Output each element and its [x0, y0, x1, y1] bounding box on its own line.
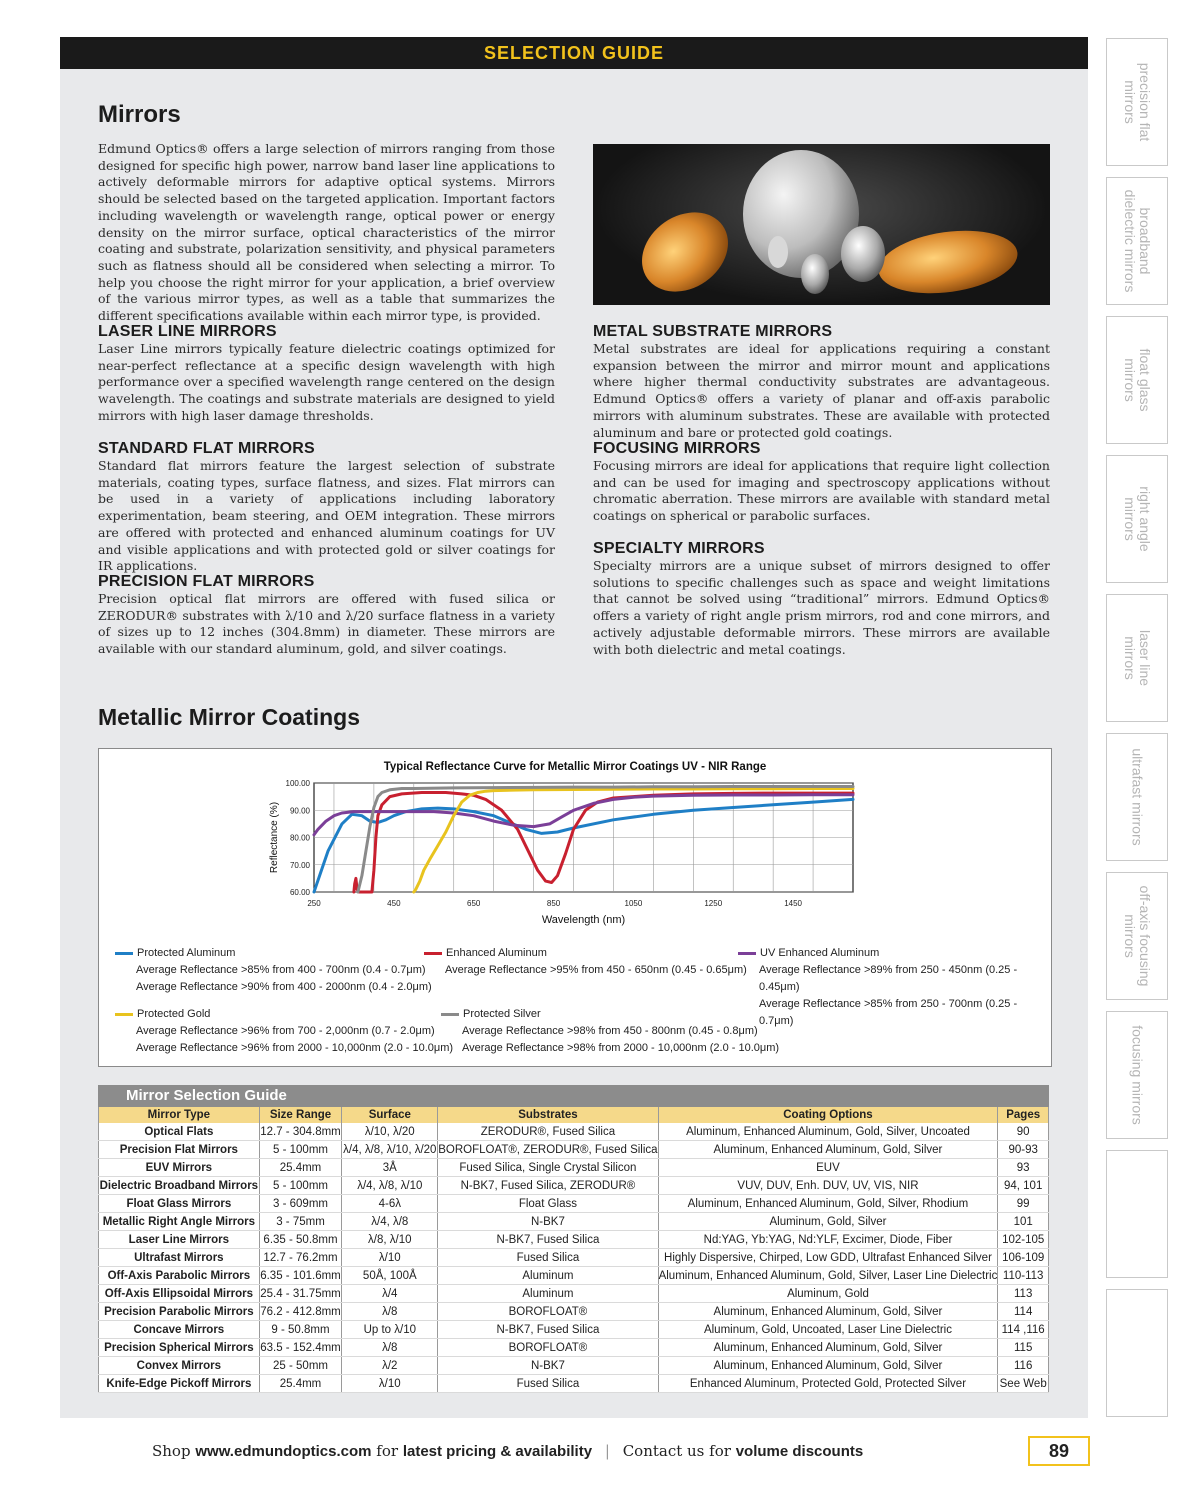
legend-line: Average Reflectance >90% from 400 - 2000nm (0.4 - 2.0μm)	[136, 981, 432, 993]
table-cell: 6.35 - 50.8mm	[259, 1231, 342, 1249]
table-cell: Aluminum	[438, 1267, 658, 1285]
table-row	[99, 1267, 1049, 1285]
legend-swatch	[441, 1013, 459, 1016]
table-cell: Aluminum, Enhanced Aluminum, Gold, Silver, Rhodium	[658, 1195, 998, 1213]
table-row	[99, 1339, 1049, 1357]
table-cell: Aluminum, Gold, Silver	[658, 1213, 998, 1231]
table-cell: λ/4	[342, 1285, 438, 1303]
specialty-section	[593, 539, 1050, 658]
table-row	[99, 1303, 1049, 1321]
table-cell: 25.4 - 31.75mm	[259, 1285, 342, 1303]
table-cell: 5 - 100mm	[259, 1141, 342, 1159]
table-row	[99, 1321, 1049, 1339]
x-tick-label: 1450	[784, 899, 803, 908]
table-row	[99, 1177, 1049, 1195]
table-cell: λ/8, λ/10	[342, 1231, 438, 1249]
y-axis-label: Reflectance (%)	[269, 801, 280, 874]
legend-line: Average Reflectance >85% from 400 - 700nm (0.4 - 0.7μm)	[136, 964, 426, 976]
table-cell: Fused Silica	[438, 1249, 658, 1267]
table-cell: Highly Dispersive, Chirped, Low GDD, Ultrafast Enhanced Silver	[658, 1249, 998, 1267]
specialty-title: SPECIALTY MIRRORS	[593, 540, 765, 557]
table-cell: Aluminum, Enhanced Aluminum, Gold, Silver, Laser Line Dielectric	[658, 1267, 998, 1285]
table-cell: λ/4, λ/8, λ/10, λ/20	[342, 1141, 438, 1159]
legend-line: Average Reflectance >98% from 2000 - 10,000nm (2.0 - 10.0μm)	[462, 1042, 780, 1054]
table-row	[99, 1123, 1049, 1141]
table-cell: Concave Mirrors	[99, 1321, 260, 1339]
table-cell: N-BK7	[438, 1213, 658, 1231]
legend-line: Average Reflectance >96% from 2000 - 10,000nm (2.0 - 10.0μm)	[136, 1042, 454, 1054]
table-cell: Precision Parabolic Mirrors	[99, 1303, 260, 1321]
table-cell: Off-Axis Ellipsoidal Mirrors	[99, 1285, 260, 1303]
table-cell: Ultrafast Mirrors	[99, 1249, 260, 1267]
standard-flat-section	[98, 439, 555, 575]
section-banner	[60, 37, 1088, 69]
y-tick-label: 70.00	[289, 860, 310, 870]
x-tick-label: 450	[387, 899, 401, 908]
table-cell: 9 - 50.8mm	[259, 1321, 342, 1339]
table-cell: See Web	[998, 1375, 1049, 1393]
side-tab-label: ultrafast mirrors	[1129, 748, 1146, 846]
table-cell: Laser Line Mirrors	[99, 1231, 260, 1249]
table-cell: 90-93	[998, 1141, 1049, 1159]
legend-name: Protected Gold	[137, 1008, 211, 1020]
side-tab[interactable]	[1106, 1150, 1168, 1278]
table-cell: λ/8	[342, 1339, 438, 1357]
legend-line: Average Reflectance >98% from 450 - 800nm (0.45 - 0.8μm)	[462, 1025, 758, 1037]
table-cell: Aluminum, Gold, Uncoated, Laser Line Dielectric	[658, 1321, 998, 1339]
side-tab-label: focusing mirrors	[1129, 1025, 1146, 1125]
footer-shop: Shop	[152, 1442, 191, 1460]
table-row	[99, 1213, 1049, 1231]
column-header: Size Range	[259, 1107, 342, 1123]
banner-title: SELECTION GUIDE	[483, 42, 664, 63]
selection-table	[98, 1107, 1049, 1393]
table-cell: 115	[998, 1339, 1049, 1357]
table-cell: 63.5 - 152.4mm	[259, 1339, 342, 1357]
reflectance-chart-box	[98, 748, 1052, 1067]
focusing-body: Focusing mirrors are ideal for applications that require light collection and can be used for imaging and spectroscopy applications without chromatic aberration. These mirrors are available with standard metal coatings on spherical or parabolic surfaces.	[593, 458, 1050, 524]
table-cell: Aluminum, Gold	[658, 1285, 998, 1303]
column-header: Substrates	[438, 1107, 658, 1123]
table-cell: 90	[998, 1123, 1049, 1141]
footer-url[interactable]: www.edmundoptics.com	[195, 1443, 372, 1460]
table-cell: λ/4, λ/8, λ/10	[342, 1177, 438, 1195]
table-cell: Float Glass	[438, 1195, 658, 1213]
table-cell: Nd:YAG, Yb:YAG, Nd:YLF, Excimer, Diode, Fiber	[658, 1231, 998, 1249]
legend-swatch	[115, 952, 133, 955]
laser-line-section	[98, 322, 555, 425]
chart-title: Typical Reflectance Curve for Metallic Mirror Coatings UV - NIR Range	[383, 761, 767, 773]
table-cell: Knife-Edge Pickoff Mirrors	[99, 1375, 260, 1393]
footer-pricing: latest pricing & availability	[402, 1443, 593, 1460]
column-header: Mirror Type	[99, 1107, 260, 1123]
table-cell: Aluminum	[438, 1285, 658, 1303]
mirrors-photo	[593, 144, 1050, 305]
side-tab-label: right angle mirrors	[1122, 486, 1153, 552]
table-cell: 76.2 - 412.8mm	[259, 1303, 342, 1321]
table-cell: ZERODUR®, Fused Silica	[438, 1123, 658, 1141]
legend-enhanced-aluminum	[424, 945, 747, 979]
table-cell: λ/10	[342, 1375, 438, 1393]
table-cell: 101	[998, 1213, 1049, 1231]
side-tab[interactable]	[1106, 316, 1168, 444]
side-tab-label: precision flat mirrors	[1122, 62, 1153, 142]
side-tab-label: off-axis focusing mirrors	[1122, 885, 1153, 987]
table-cell: λ/2	[342, 1357, 438, 1375]
mirrors-illustration	[593, 144, 1050, 305]
table-row	[99, 1141, 1049, 1159]
table-cell: λ/10	[342, 1249, 438, 1267]
legend-swatch	[424, 952, 442, 955]
footer-for: for	[376, 1442, 399, 1460]
coatings-heading: Metallic Mirror Coatings	[98, 704, 360, 730]
intro-section	[98, 141, 555, 325]
intro-text: Edmund Optics® offers a large selection of mirrors ranging from those designed for specific high power, narrow band laser line applications to actively deformable mirrors for adaptive optical systems. Mirrors should be selected based on the targeted application. Important factors including wavelength or wavelength range, optical power or energy density on the mirror surface, optical characteristics of the mirror coating and substrate, polarization sensitivity, and physical parameters such as flatness should all be considered when selecting a mirror. To help you choose the right mirror for your application, a brief overview of the various mirror types, as well as a table that summarizes the different specifications available within each mirror type, is provided.	[98, 141, 555, 324]
table-cell: 5 - 100mm	[259, 1177, 342, 1195]
legend-protected-silver	[441, 1006, 779, 1057]
table-cell: Aluminum, Enhanced Aluminum, Gold, Silver	[658, 1339, 998, 1357]
table-cell: Fused Silica	[438, 1375, 658, 1393]
table-cell: Aluminum, Enhanced Aluminum, Gold, Silver	[658, 1303, 998, 1321]
table-cell: 50Å, 100Å	[342, 1267, 438, 1285]
legend-line: Average Reflectance >89% from 250 - 450nm (0.25 - 0.45μm)	[759, 964, 1018, 993]
footer-contact: Contact us for	[622, 1442, 731, 1460]
table-row	[99, 1231, 1049, 1249]
table-cell: 102-105	[998, 1231, 1049, 1249]
table-cell: 3Å	[342, 1159, 438, 1177]
side-tab[interactable]	[1106, 1011, 1168, 1139]
table-cell: 94, 101	[998, 1177, 1049, 1195]
page-number: 89	[1028, 1436, 1090, 1466]
y-tick-label: 100.00	[285, 779, 310, 788]
table-cell: Off-Axis Parabolic Mirrors	[99, 1267, 260, 1285]
side-tab-label: broadband dielectric mirrors	[1122, 189, 1153, 293]
table-cell: 93	[998, 1159, 1049, 1177]
table-cell: 3 - 609mm	[259, 1195, 342, 1213]
table-cell: 116	[998, 1357, 1049, 1375]
table-cell: Metallic Right Angle Mirrors	[99, 1213, 260, 1231]
table-cell: BOROFLOAT®, ZERODUR®, Fused Silica	[438, 1141, 658, 1159]
side-tab[interactable]	[1106, 455, 1168, 583]
legend-protected-aluminum	[115, 945, 432, 996]
table-row	[99, 1357, 1049, 1375]
table-row	[99, 1249, 1049, 1267]
table-cell: N-BK7, Fused Silica	[438, 1321, 658, 1339]
table-cell: 110-113	[998, 1267, 1049, 1285]
table-cell: Convex Mirrors	[99, 1357, 260, 1375]
table-cell: N-BK7, Fused Silica, ZERODUR®	[438, 1177, 658, 1195]
table-cell: Enhanced Aluminum, Protected Gold, Protected Silver	[658, 1375, 998, 1393]
table-cell: BOROFLOAT®	[438, 1339, 658, 1357]
table-cell: EUV	[658, 1159, 998, 1177]
legend-name: Enhanced Aluminum	[446, 947, 547, 959]
x-tick-label: 1050	[624, 899, 643, 908]
legend-name: Protected Aluminum	[137, 947, 236, 959]
table-row	[99, 1159, 1049, 1177]
reflectance-chart	[99, 749, 1051, 929]
y-tick-label: 60.00	[289, 888, 310, 897]
table-header-row	[99, 1107, 1049, 1123]
metal-substrate-section	[593, 322, 1050, 441]
y-tick-label: 90.00	[289, 806, 310, 816]
table-cell: 114 ,116	[998, 1321, 1049, 1339]
precision-flat-body: Precision optical flat mirrors are offered with fused silica or ZERODUR® substrates with λ/10 and λ/20 surface flatness in a variety of sizes up to 12 inches (304.8mm) in diameter. These mirrors are available with our standard aluminum, gold, and silver coatings.	[98, 591, 555, 657]
table-cell: Optical Flats	[99, 1123, 260, 1141]
footer-volume: volume discounts	[735, 1443, 864, 1460]
mirrors-heading: Mirrors	[98, 101, 181, 128]
legend-line: Average Reflectance >96% from 700 - 2,000nm (0.7 - 2.0μm)	[136, 1025, 435, 1037]
table-cell: 114	[998, 1303, 1049, 1321]
legend-uv-enhanced-aluminum	[738, 945, 1051, 1030]
table-cell: Up to λ/10	[342, 1321, 438, 1339]
table-cell: λ/10, λ/20	[342, 1123, 438, 1141]
table-row	[99, 1375, 1049, 1393]
legend-swatch	[738, 952, 756, 955]
table-cell: 12.7 - 76.2mm	[259, 1249, 342, 1267]
precision-flat-title: PRECISION FLAT MIRRORS	[98, 573, 315, 590]
legend-swatch	[115, 1013, 133, 1016]
x-axis-label: Wavelength (nm)	[541, 914, 626, 926]
side-tab[interactable]	[1106, 1289, 1168, 1417]
table-cell: Precision Spherical Mirrors	[99, 1339, 260, 1357]
column-header: Surface	[342, 1107, 438, 1123]
side-tab-label: laser line mirrors	[1122, 629, 1153, 687]
table-cell: 113	[998, 1285, 1049, 1303]
table-cell: Aluminum, Enhanced Aluminum, Gold, Silver, Uncoated	[658, 1123, 998, 1141]
legend-line: Average Reflectance >95% from 450 - 650nm (0.45 - 0.65μm)	[445, 964, 747, 976]
table-cell: N-BK7	[438, 1357, 658, 1375]
table-cell: 12.7 - 304.8mm	[259, 1123, 342, 1141]
footer-divider: |	[604, 1442, 610, 1460]
y-tick-label: 80.00	[289, 833, 310, 843]
table-cell: 4-6λ	[342, 1195, 438, 1213]
metal-substrate-body: Metal substrates are ideal for applications requiring a constant expansion between the mirror and mirror mount and applications where higher thermal conductivity substrates are advantageous. Edmund Optics® offers a variety of planar and off-axis parabolic mirrors with aluminum substrates. These are available with protected aluminum and bare or protected gold coatings.	[593, 341, 1050, 440]
legend-name: UV Enhanced Aluminum	[760, 947, 880, 959]
side-tab[interactable]	[1106, 733, 1168, 861]
side-tab[interactable]	[1106, 38, 1168, 166]
x-tick-label: 850	[546, 899, 561, 908]
table-cell: λ/4, λ/8	[342, 1213, 438, 1231]
column-header: Pages	[998, 1107, 1049, 1123]
table-cell: 25.4mm	[259, 1375, 342, 1393]
table-cell: Fused Silica, Single Crystal Silicon	[438, 1159, 658, 1177]
standard-flat-body: Standard flat mirrors feature the largest selection of substrate materials, coating types, surface flatness, and sizes. Flat mirrors can be used in a variety of applications including laboratory experimentation, beam steering, and OEM integration. These mirrors are offered with protected and enhanced aluminum coatings for UV and visible applications and with protected gold or silver coatings for IR applications.	[98, 458, 555, 574]
x-tick-label: 650	[467, 899, 481, 908]
table-cell: Aluminum, Enhanced Aluminum, Gold, Silver	[658, 1141, 998, 1159]
table-body	[99, 1123, 1049, 1393]
x-tick-label: 1250	[704, 899, 723, 908]
focusing-section	[593, 439, 1050, 525]
legend-protected-gold	[115, 1006, 453, 1057]
legend-line: Average Reflectance >85% from 250 - 700nm (0.25 - 0.7μm)	[759, 998, 1018, 1027]
legend-name: Protected Silver	[463, 1008, 541, 1020]
table-row	[99, 1195, 1049, 1213]
table-cell: 25 - 50mm	[259, 1357, 342, 1375]
table-cell: 3 - 75mm	[259, 1213, 342, 1231]
side-tab-label: float glass mirrors	[1122, 348, 1153, 412]
table-cell: λ/8	[342, 1303, 438, 1321]
table-cell: Aluminum, Enhanced Aluminum, Gold, Silver	[658, 1357, 998, 1375]
column-header: Coating Options	[658, 1107, 998, 1123]
table-cell: BOROFLOAT®	[438, 1303, 658, 1321]
table-cell: N-BK7, Fused Silica	[438, 1231, 658, 1249]
focusing-title: FOCUSING MIRRORS	[593, 440, 761, 457]
table-cell: Dielectric Broadband Mirrors	[99, 1177, 260, 1195]
table-cell: EUV Mirrors	[99, 1159, 260, 1177]
laser-line-title: LASER LINE MIRRORS	[98, 323, 277, 340]
table-cell: 25.4mm	[259, 1159, 342, 1177]
x-tick-label: 250	[307, 899, 321, 908]
table-cell: VUV, DUV, Enh. DUV, UV, VIS, NIR	[658, 1177, 998, 1195]
table-cell: Float Glass Mirrors	[99, 1195, 260, 1213]
table-cell: 99	[998, 1195, 1049, 1213]
table-row	[99, 1285, 1049, 1303]
table-cell: 106-109	[998, 1249, 1049, 1267]
side-tab[interactable]	[1106, 594, 1168, 722]
table-cell: Precision Flat Mirrors	[99, 1141, 260, 1159]
laser-line-body: Laser Line mirrors typically feature dielectric coatings optimized for near-perfect reflectance at a specific design wavelength with high performance over a specified wavelength range centered on the design wavelength. The coatings and substrate materials are designed to yield mirrors with high laser damage thresholds.	[98, 341, 555, 423]
table-title: Mirror Selection Guide	[98, 1085, 1049, 1107]
footer	[152, 1438, 863, 1465]
side-tab[interactable]	[1106, 872, 1168, 1000]
side-tab[interactable]	[1106, 177, 1168, 305]
standard-flat-title: STANDARD FLAT MIRRORS	[98, 440, 315, 457]
specialty-body: Specialty mirrors are a unique subset of mirrors designed to offer solutions to specific challenges such as space and weight limitations that cannot be solved using “traditional” mirrors. Edmund Optics® offers a variety of right angle prism mirrors, rod and cone mirrors, and actively adjustable deformable mirrors. These mirrors are available with both dielectric and metal coatings.	[593, 558, 1050, 657]
metal-substrate-title: METAL SUBSTRATE MIRRORS	[593, 323, 833, 340]
table-cell: 6.35 - 101.6mm	[259, 1267, 342, 1285]
precision-flat-section	[98, 572, 555, 658]
selection-guide-table	[98, 1085, 1049, 1393]
